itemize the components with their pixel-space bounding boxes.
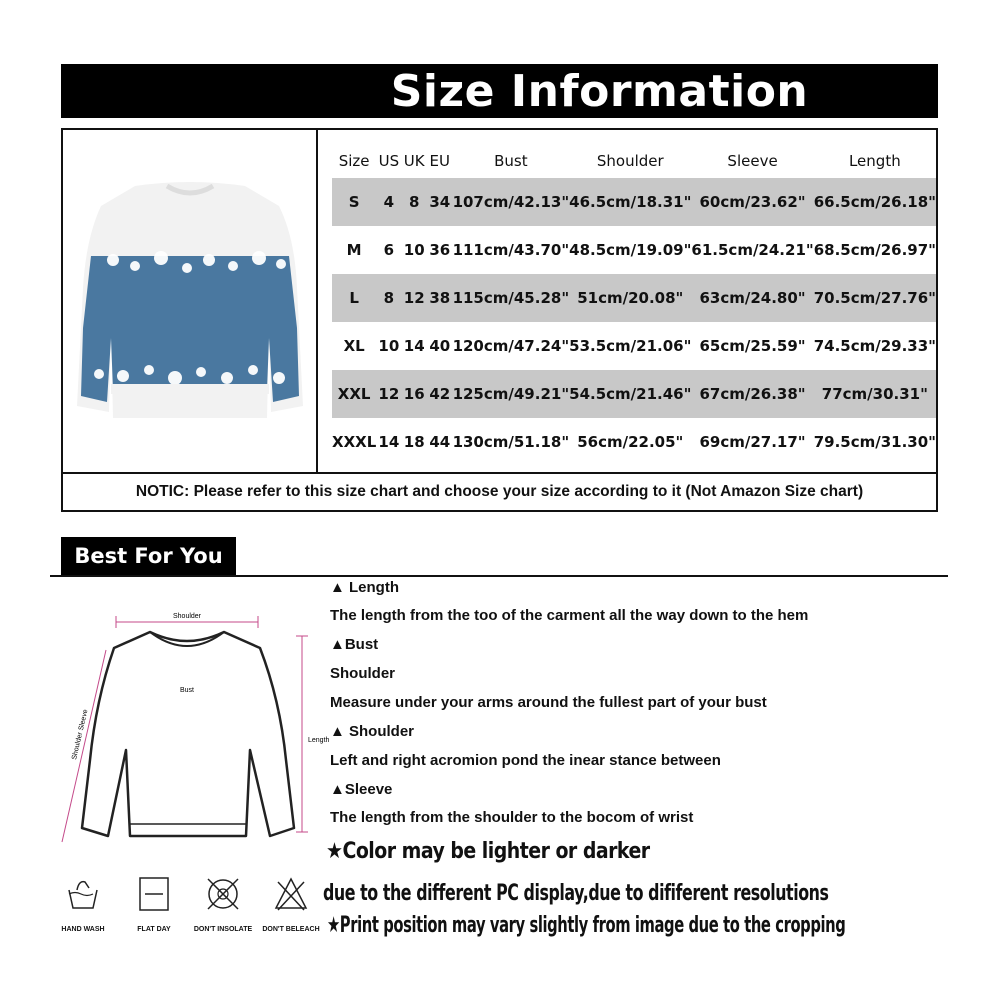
do-not-bleach-icon [273, 876, 309, 912]
table-row [332, 322, 936, 370]
shoulder-text: Left and right acromion pond the inear stance between [330, 752, 721, 769]
table-row [332, 226, 936, 274]
cell-size: XXL [332, 370, 376, 418]
header-length: Length [848, 152, 901, 170]
header-sleeve: Sleeve [727, 152, 778, 170]
cell-size: XL [343, 337, 365, 355]
sleeve-text: The length from the shoulder to the bocom of wrist [330, 809, 694, 826]
cell-uk: 18 [403, 433, 425, 451]
display-note: due to the different PC display,due to dififerent resolutions [323, 881, 829, 906]
cell-size: XXXL [332, 433, 377, 451]
cell-bust: 115cm/45.28" [453, 274, 570, 322]
diagram-label-length: Length [308, 737, 330, 744]
measurement-diagram [50, 600, 330, 865]
cell-length: 77cm/30.31" [814, 370, 936, 418]
cell-length: 79.5cm/31.30" [813, 433, 936, 451]
cell-sleeve: 60cm/23.62" [691, 178, 813, 226]
cell-shoulder: 46.5cm/18.31" [569, 178, 691, 226]
cell-sleeve: 67cm/26.38" [691, 370, 813, 418]
care-flat-dry [119, 876, 189, 933]
cell-sleeve: 65cm/25.59" [699, 337, 806, 355]
header-eu: EU [429, 152, 451, 170]
cell-us: 10 [378, 337, 400, 355]
section-divider [50, 575, 948, 577]
length-heading: ▲ Length [330, 579, 400, 596]
table-row [332, 274, 936, 322]
size-notice: NOTIC: Please refer to this size chart and choose your size according to it (Not Amazon Size chart) [63, 472, 936, 510]
cell-length: 74.5cm/29.33" [813, 337, 936, 355]
care-hand-wash [48, 876, 118, 933]
care-do-not-bleach [256, 876, 326, 933]
cell-size: L [332, 274, 376, 322]
care-label: DON'T INSOLATE [193, 926, 253, 933]
care-label: DON'T BELEACH [262, 926, 320, 933]
cell-shoulder: 56cm/22.05" [577, 433, 684, 451]
hand-wash-icon [65, 876, 101, 912]
cell-bust: 120cm/47.24" [452, 337, 570, 355]
print-note: ★Print position may vary slightly from image due to the cropping [327, 913, 846, 938]
cell-length: 70.5cm/27.76" [814, 274, 936, 322]
cell-eu: 42 [427, 370, 453, 418]
diagram-label-bust: Bust [179, 687, 195, 694]
cell-bust: 125cm/49.21" [453, 370, 570, 418]
cell-uk: 10 [403, 241, 425, 259]
cell-length: 68.5cm/26.97" [813, 241, 936, 259]
cell-uk: 16 [401, 370, 427, 418]
cell-us: 12 [376, 370, 401, 418]
table-row [332, 418, 936, 466]
cell-size: M [346, 241, 362, 259]
diagram-label-shoulder: Shoulder [172, 613, 202, 620]
cell-eu: 38 [427, 274, 453, 322]
cell-size: S [332, 178, 376, 226]
table-row [332, 178, 936, 226]
cell-length: 66.5cm/26.18" [814, 178, 936, 226]
cell-eu: 36 [429, 241, 451, 259]
cell-eu: 44 [429, 433, 451, 451]
cell-shoulder: 53.5cm/21.06" [569, 337, 692, 355]
cell-uk: 8 [401, 178, 427, 226]
cell-uk: 12 [401, 274, 427, 322]
flat-dry-icon [136, 876, 172, 912]
cell-us: 6 [383, 241, 395, 259]
cell-shoulder: 54.5cm/21.46" [569, 370, 691, 418]
title-bar [61, 64, 938, 118]
shoulder-heading: ▲ Shoulder [330, 723, 415, 740]
header-shoulder: Shoulder [596, 152, 664, 170]
color-note: ★Color may be lighter or darker [326, 839, 650, 864]
sweater-product-image [83, 178, 298, 430]
cell-us: 8 [376, 274, 401, 322]
size-chart-box [61, 128, 938, 512]
cell-bust: 111cm/43.70" [452, 241, 570, 259]
cell-sleeve: 63cm/24.80" [691, 274, 813, 322]
bust-text: Measure under your arms around the fullest part of your bust [330, 694, 767, 711]
product-photo-cell [63, 130, 318, 472]
cell-us: 14 [378, 433, 400, 451]
do-not-insolate-icon [205, 876, 241, 912]
size-table [332, 144, 936, 466]
length-text: The length from the too of the carment all the way down to the hem [330, 607, 809, 624]
bust-heading: ▲Bust [330, 636, 379, 653]
best-for-you-heading: Best For You [61, 537, 236, 575]
header-size: Size [338, 152, 370, 170]
page-title: Size Information [390, 65, 809, 117]
header-uk: UK [403, 152, 425, 170]
cell-eu: 34 [427, 178, 453, 226]
sleeve-heading: ▲Sleeve [330, 781, 393, 798]
cell-bust: 130cm/51.18" [452, 433, 570, 451]
cell-shoulder: 48.5cm/19.09" [569, 241, 692, 259]
care-do-not-insolate [188, 876, 258, 933]
cell-sleeve: 69cm/27.17" [699, 433, 806, 451]
cell-eu: 40 [429, 337, 451, 355]
cell-uk: 14 [403, 337, 425, 355]
bust-sub: Shoulder [330, 665, 396, 682]
header-us: US [378, 152, 400, 170]
cell-sleeve: 61.5cm/24.21" [691, 241, 814, 259]
size-table-header-row [332, 144, 936, 178]
header-bust: Bust [494, 152, 528, 170]
cell-shoulder: 51cm/20.08" [569, 274, 691, 322]
cell-us: 4 [376, 178, 401, 226]
care-label: HAND WASH [61, 926, 105, 933]
table-row [332, 370, 936, 418]
care-label: FLAT DAY [137, 926, 171, 933]
diagram-label-shoulder-sleeve: Shoulder Sleeve [71, 708, 90, 761]
cell-bust: 107cm/42.13" [453, 178, 570, 226]
